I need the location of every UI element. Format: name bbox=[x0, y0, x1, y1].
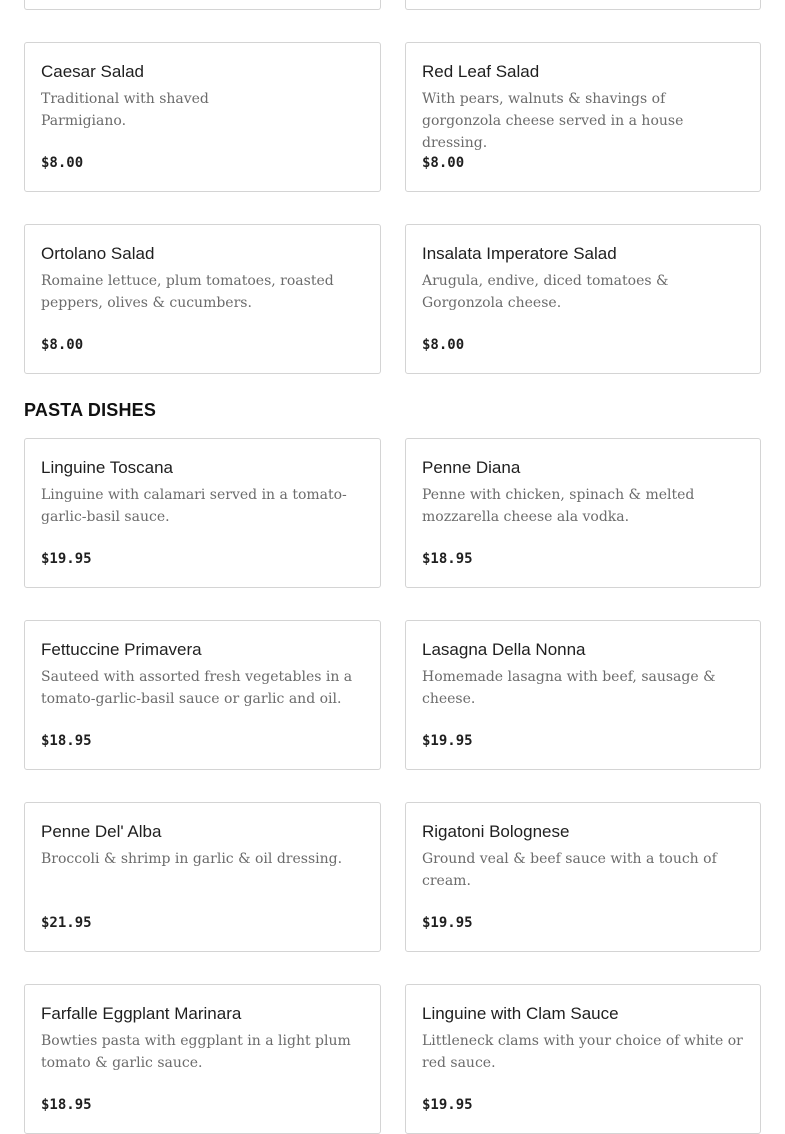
item-description: Bowties pasta with eggplant in a light plum tomato & garlic sauce. bbox=[41, 1033, 351, 1071]
item-price: $18.95 bbox=[422, 551, 473, 567]
item-price: $19.95 bbox=[422, 1097, 473, 1113]
item-description: Sauteed with assorted fresh vegetables in a tomato-garlic-basil sauce or garlic and oil. bbox=[41, 669, 353, 707]
pasta-grid bbox=[0, 438, 785, 1134]
item-price: $18.95 bbox=[41, 1097, 92, 1113]
previous-items-row bbox=[0, 0, 785, 10]
menu-item-card[interactable] bbox=[24, 620, 381, 770]
item-name: Penne Diana bbox=[422, 458, 521, 477]
item-price: $19.95 bbox=[41, 551, 92, 567]
item-price: $8.00 bbox=[41, 337, 84, 353]
menu-item-card[interactable] bbox=[24, 0, 381, 10]
item-price: $19.95 bbox=[422, 915, 473, 931]
menu-item-card[interactable] bbox=[405, 984, 761, 1134]
pasta-section bbox=[0, 374, 785, 1134]
menu-item-card[interactable] bbox=[405, 42, 761, 192]
menu-item-card[interactable] bbox=[24, 438, 381, 588]
item-name: Farfalle Eggplant Marinara bbox=[41, 1004, 242, 1023]
item-description: Romaine lettuce, plum tomatoes, roasted peppers, olives & cucumbers. bbox=[41, 273, 334, 311]
salads-section bbox=[0, 42, 785, 374]
menu-item-card[interactable] bbox=[24, 42, 381, 192]
item-name: Red Leaf Salad bbox=[422, 62, 540, 81]
item-description: Arugula, endive, diced tomatoes & Gorgonzola cheese. bbox=[422, 273, 669, 311]
item-description: Broccoli & shrimp in garlic & oil dressing. bbox=[41, 851, 343, 867]
item-price: $8.00 bbox=[422, 337, 465, 353]
item-description: Ground veal & beef sauce with a touch of cream. bbox=[422, 851, 717, 889]
menu-item-card[interactable] bbox=[405, 620, 761, 770]
item-description: Penne with chicken, spinach & melted mozzarella cheese ala vodka. bbox=[422, 487, 695, 525]
menu-item-card[interactable] bbox=[405, 224, 761, 374]
menu-item-card[interactable] bbox=[405, 438, 761, 588]
item-price: $8.00 bbox=[422, 155, 465, 171]
menu-item-card[interactable] bbox=[24, 224, 381, 374]
item-name: Linguine Toscana bbox=[41, 458, 174, 477]
item-name: Linguine with Clam Sauce bbox=[422, 1004, 619, 1023]
item-name: Fettuccine Primavera bbox=[41, 640, 202, 659]
menu-item-card[interactable] bbox=[24, 984, 381, 1134]
item-name: Ortolano Salad bbox=[41, 244, 155, 263]
item-price: $8.00 bbox=[41, 155, 84, 171]
item-name: Caesar Salad bbox=[41, 62, 145, 81]
item-name: Penne Del' Alba bbox=[41, 822, 162, 841]
item-price: $19.95 bbox=[422, 733, 473, 749]
menu-item-card[interactable] bbox=[24, 802, 381, 952]
item-name: Insalata Imperatore Salad bbox=[422, 244, 617, 263]
menu-item-card[interactable] bbox=[405, 802, 761, 952]
item-description: Traditional with shaved Parmigiano. bbox=[41, 91, 209, 129]
item-price: $18.95 bbox=[41, 733, 92, 749]
item-name: Rigatoni Bolognese bbox=[422, 822, 570, 841]
item-description: Littleneck clams with your choice of white or red sauce. bbox=[422, 1033, 743, 1071]
item-name: Lasagna Della Nonna bbox=[422, 640, 586, 659]
item-description: Homemade lasagna with beef, sausage & cheese. bbox=[422, 669, 716, 707]
item-description: With pears, walnuts & shavings of gorgonzola cheese served in a house dressing. bbox=[422, 91, 684, 151]
item-price: $21.95 bbox=[41, 915, 92, 931]
menu-item-card[interactable] bbox=[405, 0, 761, 10]
item-description: Linguine with calamari served in a tomato-garlic-basil sauce. bbox=[41, 487, 347, 525]
section-title: PASTA DISHES bbox=[24, 400, 157, 420]
salads-grid bbox=[0, 42, 785, 374]
